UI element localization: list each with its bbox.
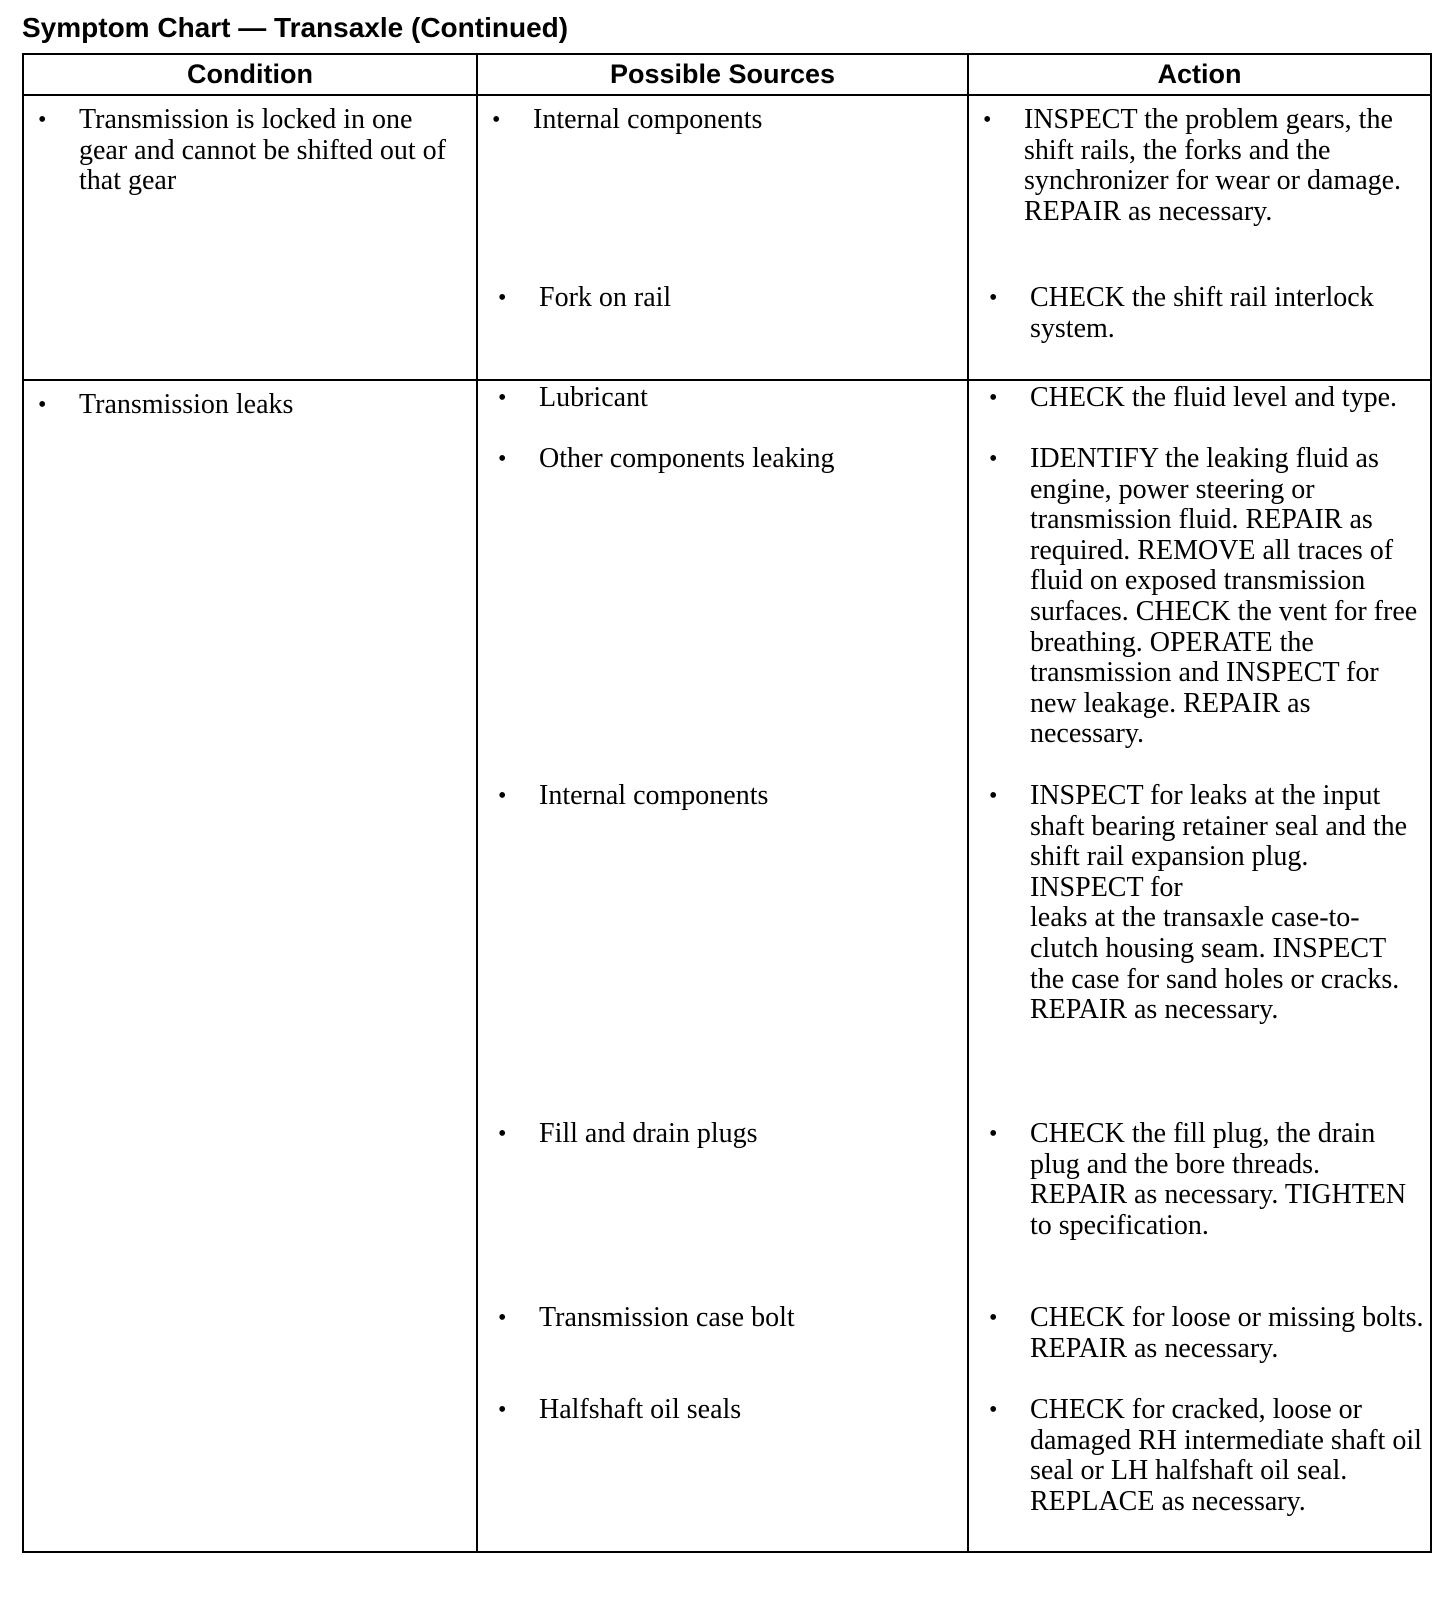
bullet-icon: • [498,285,507,311]
condition-cell [23,95,477,380]
action-entry [975,1395,1436,1517]
condition-entry [24,105,476,197]
source-entry [484,781,973,812]
action-entry [975,781,1436,1026]
bullet-icon: • [989,1397,998,1423]
action-text: CHECK the shift rail interlock system. [1030,282,1374,344]
page-title: Symptom Chart — Transaxle (Continued) [22,12,569,43]
bullet-icon: • [989,1305,998,1331]
action-text: CHECK the fluid level and type. [1030,382,1398,413]
bullet-icon: • [492,107,501,133]
header-condition: Condition [23,54,477,95]
action-text: CHECK for loose or missing bolts. REPAIR as necessary. [1030,1302,1424,1364]
action-text: CHECK for cracked, loose or damaged RH intermediate shaft oil seal or LH halfshaft oil seal. REPLACE as necessary. [1030,1394,1422,1517]
source-entry [484,283,973,314]
action-text: INSPECT the problem gears, the shift rails, the forks and the synchronizer for wear or damage. REPAIR as necessary. [1024,104,1402,227]
header-action: Action [968,54,1431,95]
source-text: Halfshaft oil seals [539,1394,742,1425]
bullet-icon: • [498,1397,507,1423]
bullet-icon: • [989,446,998,472]
source-entry [478,105,967,136]
table-header-row [23,54,1431,95]
bullet-icon: • [498,1305,507,1331]
action-entry [975,444,1436,750]
source-text: Fork on rail [539,282,672,313]
sources-cell [477,380,968,1552]
condition-cell [23,380,477,1552]
source-entry [484,383,973,414]
bullet-icon: • [498,446,507,472]
source-text: Lubricant [539,382,648,413]
source-entry [484,1119,973,1150]
source-text: Other components leaking [539,443,835,474]
condition-text: Transmission leaks [79,389,294,420]
bullet-icon: • [989,385,998,411]
bullet-icon: • [498,385,507,411]
bullet-icon: • [498,783,507,809]
action-entry [975,383,1436,414]
bullet-icon: • [38,107,47,133]
source-entry [484,1303,973,1334]
source-entry [484,1395,973,1426]
action-entry [975,283,1436,344]
bullet-icon: • [983,107,992,133]
sources-cell [477,95,968,380]
action-text: IDENTIFY the leaking fluid as engine, power steering or transmission fluid. REPAIR as required. REMOVE all traces of fluid on exposed transmission surfaces. CHECK the vent for free breathing. OPERATE the transmission and INSPECT for new leakage. REPAIR as necessary. [1030,443,1418,750]
source-text: Internal components [539,780,769,811]
action-entry [975,1119,1436,1241]
action-text: CHECK the fill plug, the drain plug and the bore threads. REPAIR as necessary. TIGHTEN to specification. [1030,1118,1407,1241]
bullet-icon: • [38,392,47,418]
condition-text: Transmission is locked in one gear and cannot be shifted out of that gear [79,104,446,197]
bullet-icon: • [498,1121,507,1147]
source-text: Transmission case bolt [539,1302,795,1333]
condition-entry [24,390,476,421]
bullet-icon: • [989,783,998,809]
action-entry [975,1303,1436,1364]
bullet-icon: • [989,285,998,311]
source-text: Fill and drain plugs [539,1118,758,1149]
header-possible-sources: Possible Sources [477,54,968,95]
action-entry [969,105,1430,227]
action-text: INSPECT for leaks at the input shaft bearing retainer seal and the shift rail expansion plug. INSPECT for leaks at the transaxle case-to-clutch housing seam. INSPECT the case for sand holes or cracks. REPAIR as necessary. [1030,780,1408,1026]
source-text: Internal components [533,104,763,135]
bullet-icon: • [989,1121,998,1147]
source-entry [484,444,973,475]
